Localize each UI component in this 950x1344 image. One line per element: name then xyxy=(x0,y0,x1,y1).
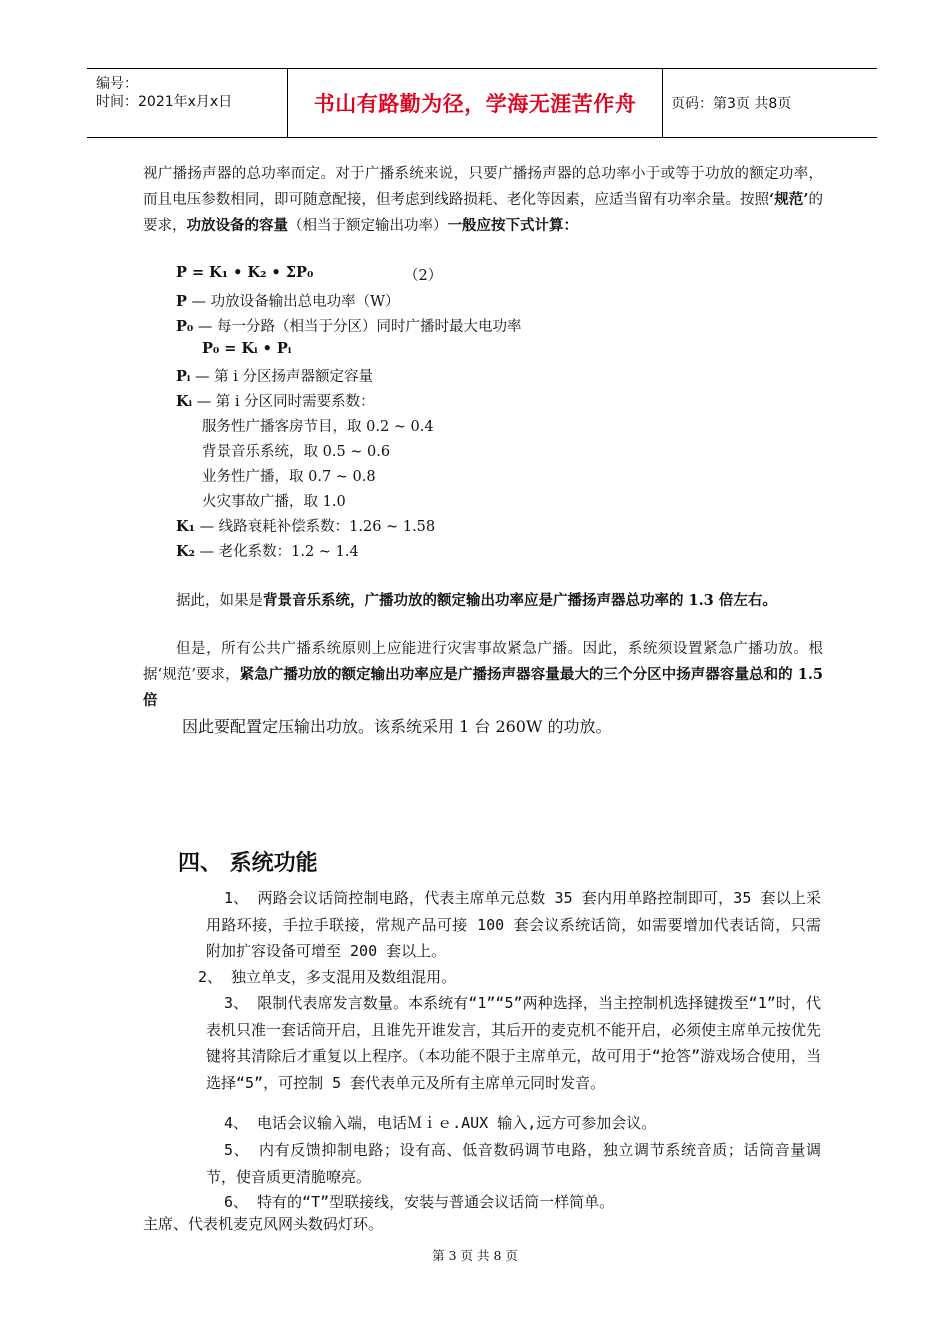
def-pi-symbol: Pᵢ xyxy=(176,368,191,385)
conclusion-text-2: 但是，所有公共广播系统原则上应能进行灾害事故紧急广播。因此，系统须设置紧急广播功放。根据‘规范’要求， xyxy=(143,641,823,683)
def-k1-text: — 线路衰耗补偿系数：1.26 ~ 1.58 xyxy=(194,519,436,535)
page-footer: 第 3 页 共 8 页 xyxy=(432,1248,518,1263)
function-item-2: 2、 独立单支，多支混用及数组混用。 xyxy=(198,968,457,986)
intro-text-1: 视广播扬声器的总功率而定。对于广播系统来说，只要广播扬声器的总功率小于或等于功放的额定功率，而且电压参数相同，即可随意配接，但考虑到线路损耗、老化等因素，应适当留有功率余量。按照 xyxy=(143,166,823,208)
intro-text-3: （相当于额定输出功率） xyxy=(288,218,448,234)
function-item-5: 5、 内有反馈抑制电路；设有高、低音数码调节电路，独立调节系统音质；话筒音量调节，使音质更清脆嘹亮。 xyxy=(206,1141,821,1186)
doc-date-label: 时间：2021年x月x日 xyxy=(96,94,233,110)
conclusion-paragraph-3: 因此要配置定压输出功放。该系统采用 1 台 260W 的功放。 xyxy=(182,717,612,736)
header-motto: 书山有路勤为径，学海无涯苦作舟 xyxy=(313,92,637,116)
def-k1-symbol: K₁ xyxy=(176,518,195,535)
def-p0-symbol: P₀ xyxy=(176,318,194,335)
def-k2-text: — 老化系数：1.2 ~ 1.4 xyxy=(194,544,359,560)
conclusion-text-1: 据此，如果是 xyxy=(176,593,263,609)
intro-paragraph xyxy=(143,162,823,239)
header-page-cell xyxy=(662,69,877,137)
ki-item: 火灾事故广播，取 1.0 xyxy=(202,494,346,510)
intro-bold-3: 一般应按下式计算： xyxy=(447,217,578,234)
function-item-4: 4、 电话会议输入端，电话Ｍｉｅ.AUX 输入,远方可参加会议。 xyxy=(224,1114,657,1132)
def-ki-symbol: Kᵢ xyxy=(176,393,193,410)
header-motto-cell xyxy=(287,69,663,137)
function-item-6: 6、 特有的“T”型联接线，安装与普通会议话筒一样简单。 xyxy=(224,1193,615,1211)
function-last-line: 主席、代表机麦克风网头数码灯环。 xyxy=(143,1215,384,1233)
header-page-number: 页码：第3页 共8页 xyxy=(671,96,792,112)
section-heading: 四、 系统功能 xyxy=(178,851,318,876)
def-k2 xyxy=(176,540,359,561)
conclusion-bold-2: 紧急广播功放的额定输出功率应是广播扬声器容量最大的三个分区中扬声器容量总和的 1.5 倍 xyxy=(143,666,824,709)
def-p xyxy=(176,290,400,311)
def-ki xyxy=(176,390,375,411)
formula-number: （2） xyxy=(404,268,443,284)
ki-item: 业务性广播，取 0.7 ~ 0.8 xyxy=(202,469,376,485)
def-p-text: — 功放设备输出总电功率（W） xyxy=(186,294,400,310)
def-k2-symbol: K₂ xyxy=(176,543,195,560)
function-item-3: 3、 限制代表席发言数量。本系统有“1”“5”两种选择，当主控制机选择键拨至“1”时，代表机只准一套话筒开启，且谁先开谁发言，其后开的麦克机不能开启，必须使主席单元按优先键将其清除后才重复以上程序。（本功能不限于主席单元，故可用于“抢答”游戏场合使用，当选择“5”，可控制 5 套代表单元及所有主席单元同时发音。 xyxy=(206,994,822,1092)
def-p-symbol: P xyxy=(176,293,187,310)
ki-item: 服务性广播客房节目，取 0.2 ~ 0.4 xyxy=(202,419,434,435)
def-p0 xyxy=(176,315,521,336)
def-pi xyxy=(176,365,373,386)
ki-item: 背景音乐系统，取 0.5 ~ 0.6 xyxy=(202,444,391,460)
def-ki-text: — 第 i 分区同时需要系数： xyxy=(192,394,375,410)
conclusion-paragraph-2 xyxy=(143,637,823,714)
doc-number-label: 编号： xyxy=(96,76,138,92)
page-header xyxy=(87,68,877,138)
intro-bold-2: 功放设备的容量 xyxy=(186,217,288,234)
def-p0-text: — 每一分路（相当于分区）同时广播时最大电功率 xyxy=(193,319,522,335)
intro-text-2: 的要求， xyxy=(143,192,823,234)
def-k1 xyxy=(176,515,435,536)
function-item-1: 1、 两路会议话筒控制电路，代表主席单元总数 35 套内用单路控制即可，35 套以上采用路环接，手拉手联接，常规产品可接 100 套会议系统话筒，如需要增加代表话筒，只需附加扩容设备可增至 200 套以上。 xyxy=(206,889,821,960)
header-meta xyxy=(87,69,287,137)
formula-p0: P₀ = Kᵢ • Pᵢ xyxy=(202,340,292,357)
intro-bold-1: ‘规范’ xyxy=(769,191,809,208)
conclusion-paragraph-1 xyxy=(143,588,823,614)
def-pi-text: — 第 i 分区扬声器额定容量 xyxy=(190,369,373,385)
formula-main: P = K₁ • K₂ • ΣP₀ xyxy=(176,264,314,281)
conclusion-bold-1: 背景音乐系统，广播功放的额定输出功率应是广播扬声器总功率的 1.3 倍左右。 xyxy=(263,592,777,609)
